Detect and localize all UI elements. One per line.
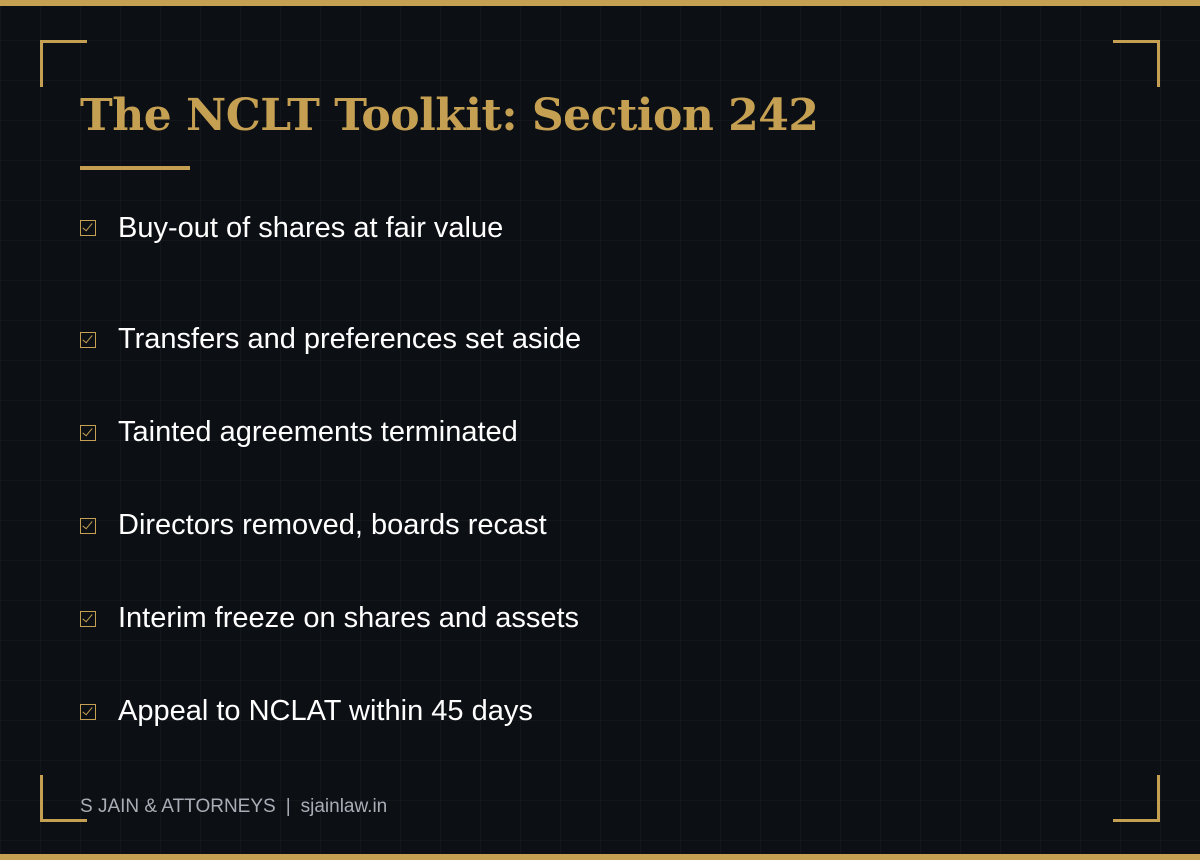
top-border [0, 0, 1200, 6]
list-item-label: Transfers and preferences set aside [118, 323, 582, 355]
list-item [80, 200, 581, 256]
bottom-border [0, 854, 1200, 860]
list-item [80, 572, 581, 665]
checkbox-checked-icon [80, 704, 96, 720]
checkbox-checked-icon [80, 332, 96, 348]
footer [80, 796, 387, 818]
list-item [80, 293, 581, 386]
list-item-label: Interim freeze on shares and assets [118, 602, 580, 634]
footer-firm-name: S JAIN & ATTORNEYS [80, 796, 276, 817]
footer-separator: | [285, 796, 291, 817]
list-item-label: Appeal to NCLAT within 45 days [118, 695, 533, 727]
checkbox-checked-icon [80, 518, 96, 534]
corner-bracket-bottom-right [1113, 775, 1160, 822]
checkbox-checked-icon [80, 220, 96, 236]
checkbox-checked-icon [80, 425, 96, 441]
list-item [80, 665, 581, 758]
title-underline [80, 166, 190, 170]
list-item [80, 479, 581, 572]
corner-bracket-top-right [1113, 40, 1160, 87]
list-item-label: Tainted agreements terminated [118, 416, 518, 448]
slide-title: The NCLT Toolkit: Section 242 [80, 90, 819, 141]
corner-bracket-top-left [40, 40, 87, 87]
footer-website: sjainlaw.in [300, 796, 388, 817]
list-item-label: Directors removed, boards recast [118, 509, 547, 541]
checkbox-checked-icon [80, 611, 96, 627]
toolkit-list [80, 200, 581, 758]
list-item [80, 386, 581, 479]
list-item-label: Buy-out of shares at fair value [118, 211, 504, 244]
